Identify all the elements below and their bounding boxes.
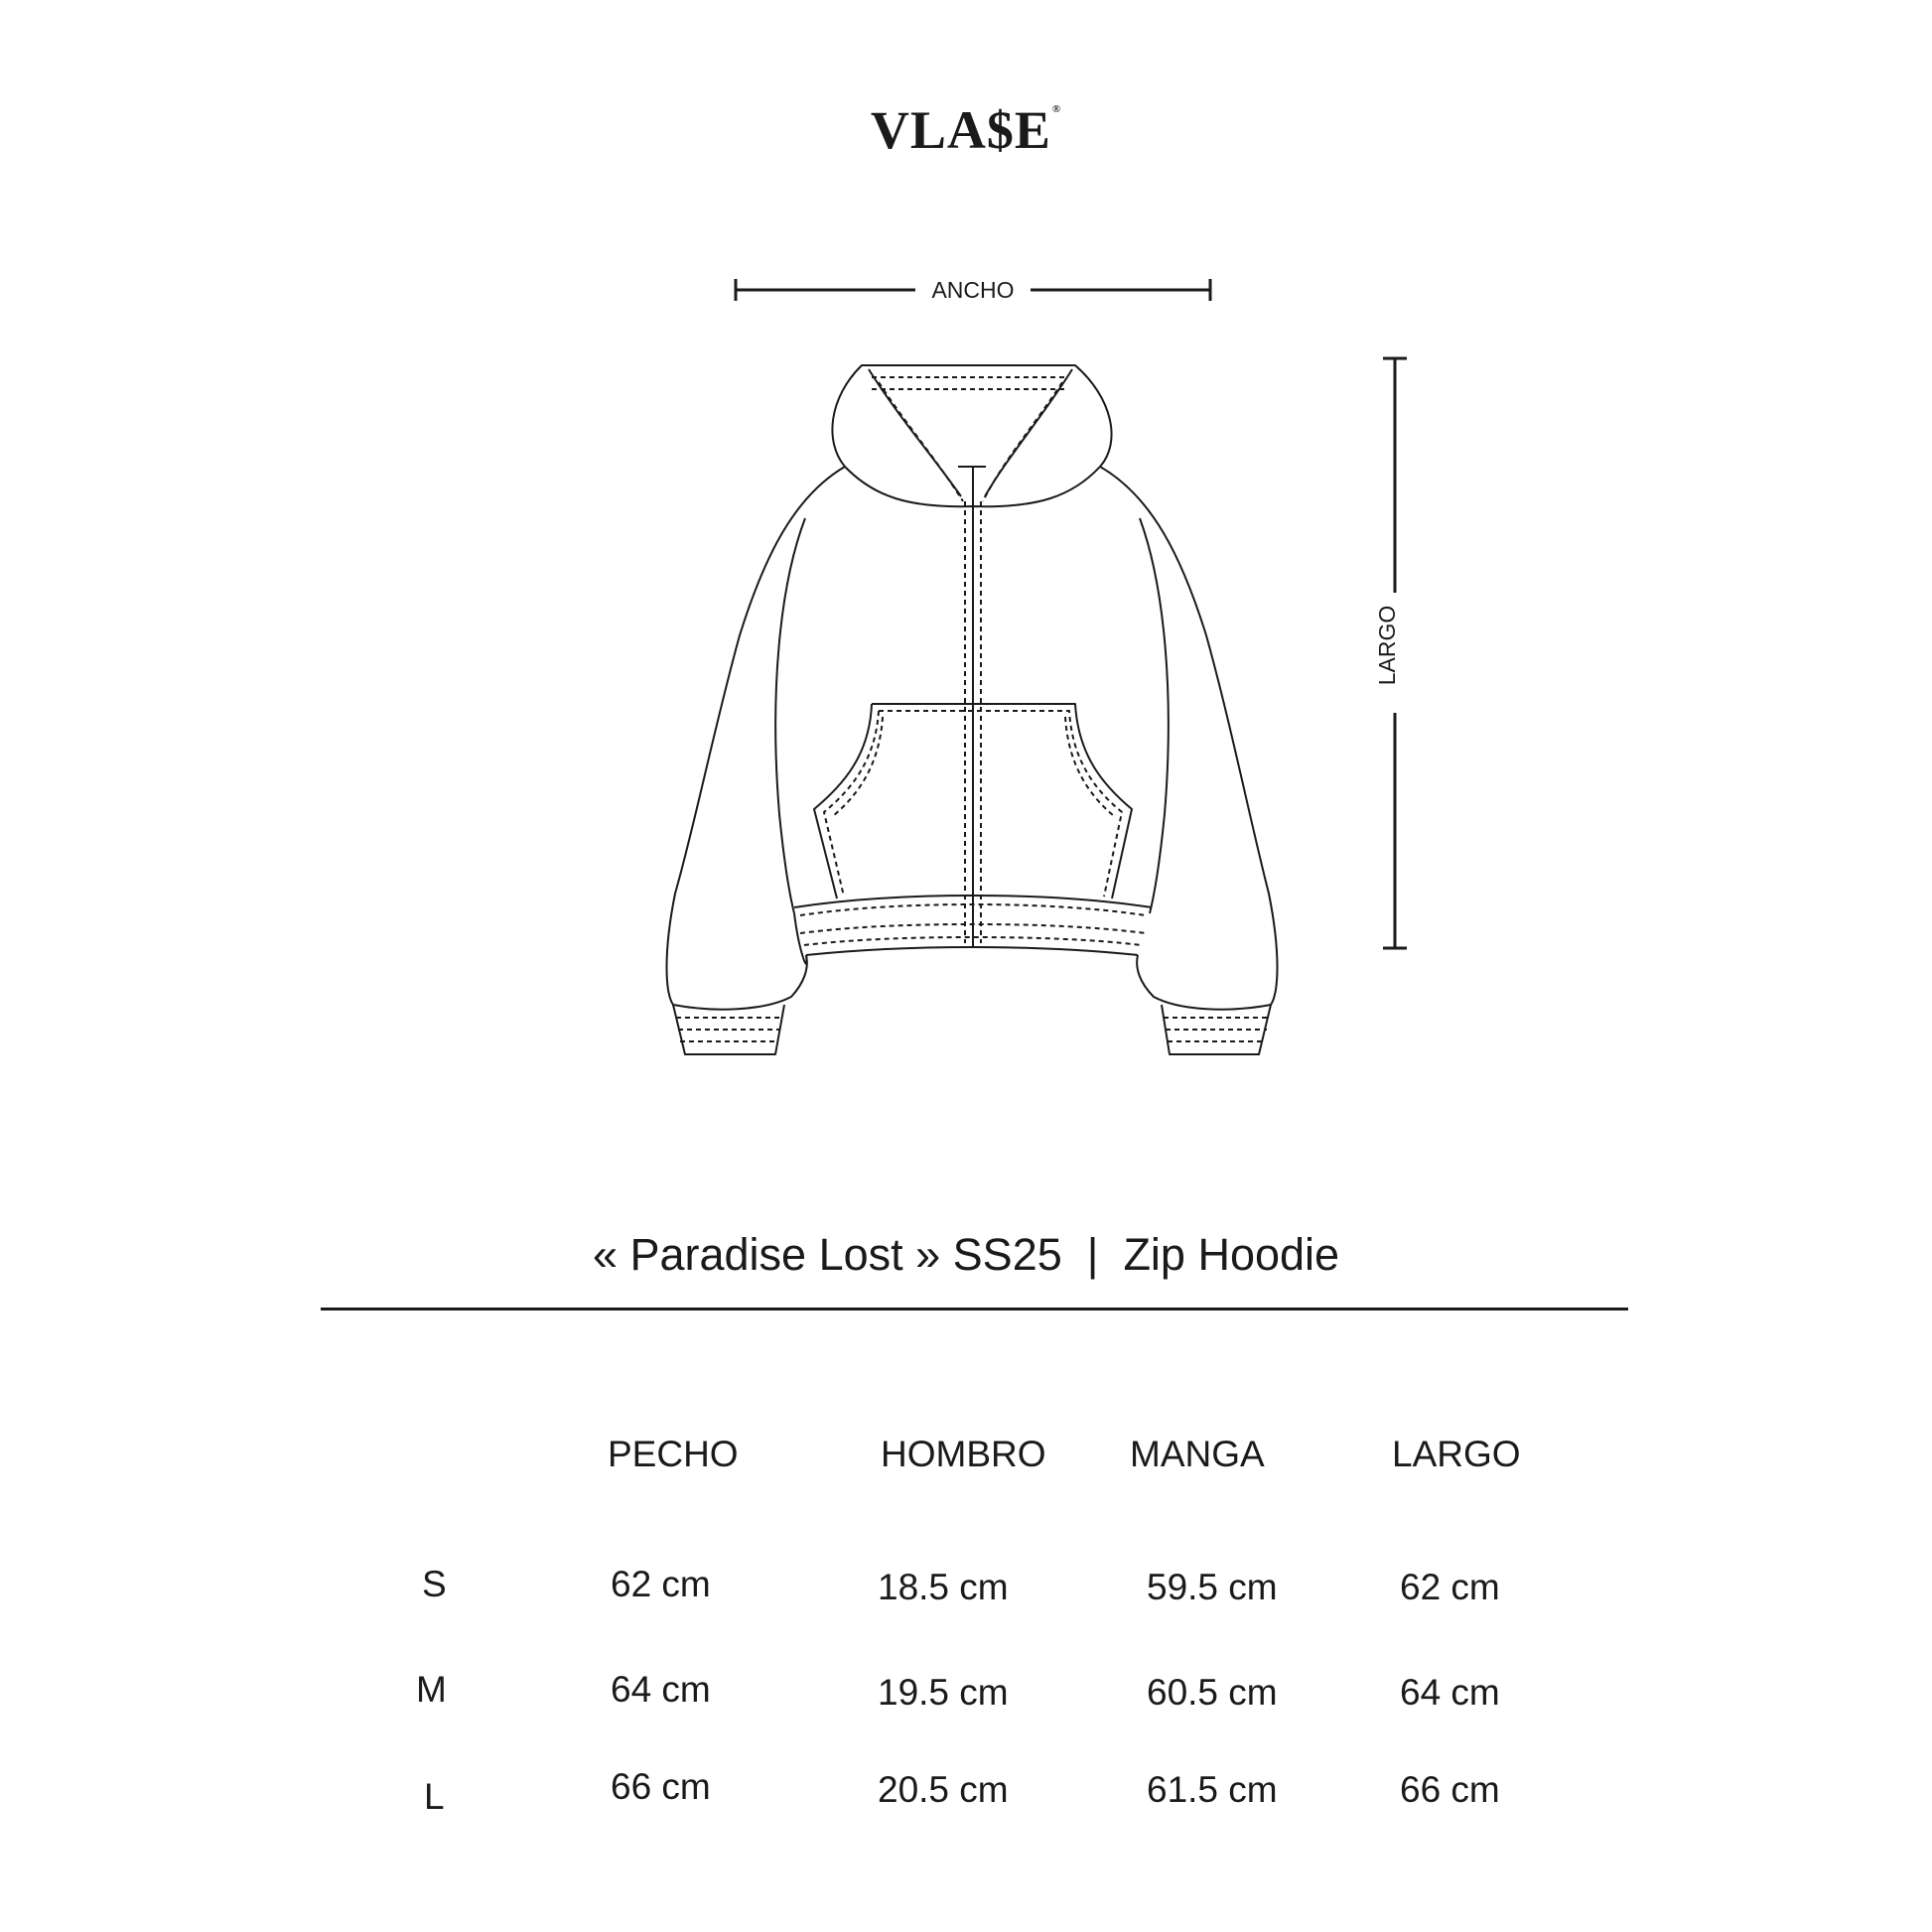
- title-divider: [321, 1308, 1628, 1311]
- row-s-manga: 59.5 cm: [1147, 1567, 1278, 1607]
- row-s-size: S: [422, 1564, 447, 1604]
- header-hombro: HOMBRO: [881, 1434, 1046, 1474]
- hood-inner-stitch: [879, 382, 1062, 501]
- row-m-size: M: [416, 1669, 447, 1710]
- row-s-pecho: 62 cm: [611, 1564, 711, 1604]
- header-largo: LARGO: [1392, 1434, 1521, 1474]
- row-l-manga: 61.5 cm: [1147, 1769, 1278, 1810]
- row-l-pecho: 66 cm: [611, 1766, 711, 1807]
- header-manga: MANGA: [1130, 1434, 1265, 1474]
- hood-outline: [832, 365, 1111, 506]
- header-pecho: PECHO: [608, 1434, 739, 1474]
- row-s-largo: 62 cm: [1400, 1567, 1500, 1607]
- product-title: « Paradise Lost » SS25 | Zip Hoodie: [592, 1229, 1340, 1280]
- body-left-side: [794, 913, 807, 964]
- row-l-largo: 66 cm: [1400, 1769, 1500, 1810]
- row-s-hombro: 18.5 cm: [878, 1567, 1009, 1607]
- brand-logo-text: VLA$E: [870, 100, 1051, 160]
- left-sleeve-seam: [775, 518, 805, 913]
- right-sleeve-outline: [1100, 467, 1278, 1010]
- right-sleeve-seam: [1140, 518, 1169, 913]
- length-label: LARGO: [1374, 605, 1400, 686]
- registered-mark: ®: [1051, 103, 1062, 115]
- row-m-pecho: 64 cm: [611, 1669, 711, 1710]
- hood-stitch: [872, 377, 1067, 389]
- row-l-hombro: 20.5 cm: [878, 1769, 1009, 1810]
- row-l-size: L: [424, 1776, 445, 1817]
- left-sleeve-outline: [667, 467, 846, 1010]
- row-m-manga: 60.5 cm: [1147, 1672, 1278, 1713]
- hoodie-drawing: [667, 365, 1278, 1054]
- row-m-largo: 64 cm: [1400, 1672, 1500, 1713]
- width-label: ANCHO: [931, 277, 1015, 303]
- row-m-hombro: 19.5 cm: [878, 1672, 1009, 1713]
- waistband-bottom: [806, 947, 1138, 955]
- right-cuff-stitch: [1164, 1018, 1269, 1041]
- left-cuff-stitch: [676, 1018, 782, 1041]
